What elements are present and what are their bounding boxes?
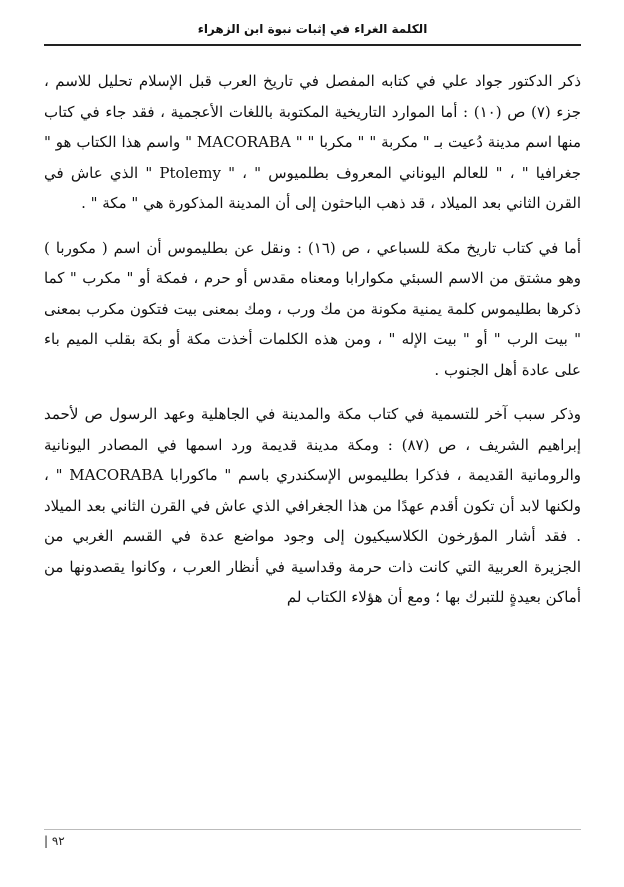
page-number: ٩٢ | <box>44 834 65 848</box>
page-header-title: الكلمة الغراء في إثبات نبوة ابن الزهراء <box>197 22 428 36</box>
body-text <box>44 66 581 627</box>
paragraph-1: ذكر الدكتور جواد علي في كتابه المفصل في تاريخ العرب قبل الإسلام تحليل للاسم ، جزء (٧) ص (١٠) : أما الموارد التاريخية المكتوبة باللغات الأعجمية ، فقد جاء في كتاب منها اسم مدينة دُعيت بـ " مكربة " " مكربا " " MACORABA " واسم هذا الكتاب هو " جغرافيا " ، " للعالم اليوناني المعروف بطلميوس " ، " Ptolemy " الذي عاش في القرن الثاني بعد الميلاد ، قد ذهب الباحثون إلى أن المدينة المذكورة هي " مكة " . <box>44 72 582 212</box>
paragraph-3: وذكر سبب آخر للتسمية في كتاب مكة والمدينة في الجاهلية وعهد الرسول ص لأحمد إبراهيم الشريف ، ص (٨٧) : ومكة مدينة قديمة ورد اسمها في المصادر اليونانية والرومانية القديمة ، فذكرا بطليموس الإسكندري باسم " ماكورابا MACORABA " ، ولكنها لابد أن تكون أقدم عهدًا من هذا الجغرافي الذي عاش في القرن الثاني بعد الميلاد . فقد أشار المؤرخون الكلاسيكيون إلى وجود مواضع عدة في القسم الغربي من الجزيرة العربية التي كانت ذات حرمة وقداسية في أنظار العرب ، وكانوا يقصدونها من أماكن بعيدةٍ للتبرك بها ؛ ومع أن هؤلاء الكتاب لم <box>44 405 581 606</box>
footer-divider <box>44 829 581 830</box>
header-divider <box>44 44 581 46</box>
paragraph-2: أما في كتاب تاريخ مكة للسباعي ، ص (١٦) : ونقل عن بطليموس أن اسم ( مكوربا ) وهو مشتق من الاسم السبئي مكوارابا ومعناه مقدس أو حرم ، فمكة أو " مكرب " كما ذكرها بطليموس كلمة يمنية مكونة من مك ورب ، ومك بمعنى بيت فتكون مكرب بمعنى " بيت الرب " أو " بيت الإله " ، ومن هذه الكلمات أخذت مكة أو بكة بقلب الميم باء على عادة أهل الجنوب . <box>44 238 582 379</box>
